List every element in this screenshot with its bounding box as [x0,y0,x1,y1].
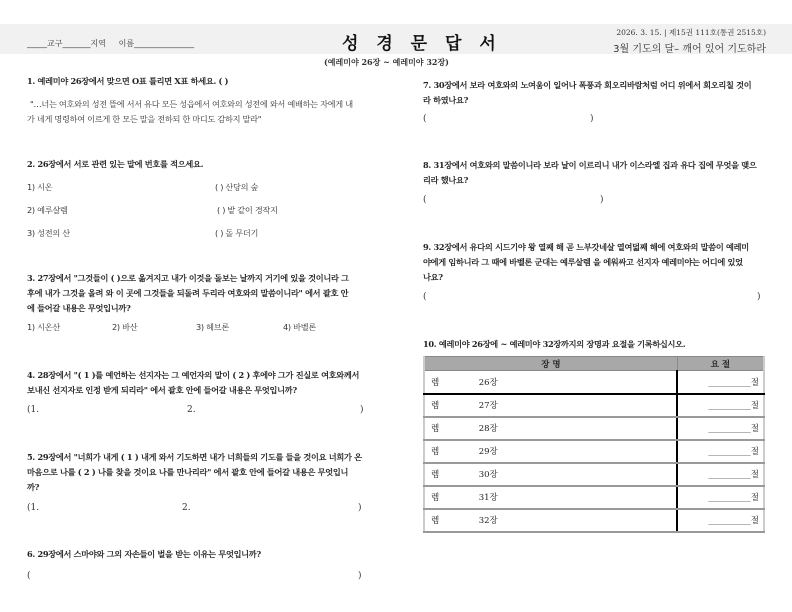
verse-input[interactable]: __________절 [677,394,764,417]
question-text: 26장에서 서로 관련 있는 말에 번호를 적으세요. [37,159,204,169]
q3-option-1[interactable]: 1) 시온산 [27,322,60,332]
book-cell: 렘 [424,463,479,486]
q7-answer-close: ) [590,114,594,124]
q4-answer-2[interactable]: 2. [187,405,196,415]
q3-option-3[interactable]: 3) 헤브론 [196,322,229,332]
question-number: 6. [27,549,35,559]
name-fields[interactable]: _____교구_______지역 이름_______________ [27,39,195,48]
chapter-cell: 27장 [479,394,678,417]
table-row [424,509,764,532]
q3-option-2[interactable]: 2) 바산 [112,322,138,332]
q9-answer-close: ) [757,292,761,302]
question-text: 31장에서 여호와의 말씀이니라 보라 날이 이르리니 내가 이스라엘 집과 유다 집에 무엇을 맺으 [433,160,757,170]
question-1 [27,74,228,89]
monthly-theme: 3월 기도의 달– 깨어 있어 기도하라 [613,44,766,55]
question-10 [423,337,685,352]
q8-answer-open[interactable]: ( [423,195,427,205]
question-text: 30장에서 보라 여호와의 노여움이 일어나 폭풍과 회오리바람처럼 어디 위에서 회오리칠 것이 [433,80,752,90]
chapter-cell: 32장 [479,509,678,532]
chapter-range: (예레미야 26장 ~ 예레미야 32장) [324,57,449,67]
q2-right-2[interactable]: ( ) 밭 같이 경작지 [217,205,278,215]
verse-input[interactable]: __________절 [677,509,764,532]
question-text: 28장에서 "( 1 )를 예언하는 선지자는 그 예언자의 말이 ( 2 ) 후에야 그가 진실로 여호와께서 [37,370,360,380]
question-9-line2: 야에게 임하니라 그 때에 바벨론 군대는 예루살렘 을 에워싸고 선지자 예레미야는 어디에 있었 [423,257,743,267]
chapter-cell: 31장 [479,486,678,509]
chapter-cell: 30장 [479,463,678,486]
chapter-cell: 29장 [479,440,678,463]
question-text: 27장에서 "그것들이 ( )으로 옮겨지고 내가 이것을 돌보는 날까지 거기에 있을 것이니라 그 [37,273,349,283]
q1-quote-line2: 가 네게 명령하여 이르게 한 모든 말을 전하되 한 마디도 감하지 말라" [27,114,262,124]
verse-input[interactable]: __________절 [677,371,764,394]
question-8 [423,158,756,173]
page-title: 성 경 문 답 서 [342,34,502,54]
q6-answer-close: ) [358,571,362,581]
q1-quote-line1: "…너는 여호와의 성전 뜰에 서서 유다 모든 성읍에서 여호와의 성전에 와서 예배하는 자에게 내 [30,99,353,109]
verse-input[interactable]: __________절 [677,463,764,486]
question-text: 29장에서 "너희가 내게 ( 1 ) 내게 와서 기도하면 내가 너희들의 기도를 들을 것이요 너희가 온 [37,452,362,462]
verse-input[interactable]: __________절 [677,440,764,463]
question-2 [27,157,203,172]
question-number: 2. [27,159,35,169]
question-number: 4. [27,370,35,380]
q5-answer-1[interactable]: (1. [27,503,40,513]
q2-left-1: 1) 시온 [27,182,53,192]
book-cell: 렘 [424,417,479,440]
q2-left-3: 3) 성전의 산 [27,228,70,238]
table-row [424,394,764,417]
question-text: 32장에서 유다의 시드기야 왕 열째 해 곧 느부갓네살 열여덟째 해에 여호와의 말씀이 예레미 [433,242,749,252]
question-3-line3: 에 들어갈 내용은 무엇입니까? [27,303,131,313]
question-number: 3. [27,273,35,283]
col-header-chapter: 장 명 [424,357,677,371]
table-row [424,440,764,463]
question-5 [27,450,362,465]
verse-input[interactable]: __________절 [677,417,764,440]
question-9 [423,240,749,255]
question-4-line2: 보내신 선지자로 인정 받게 되리라" 에서 괄호 안에 들어갈 내용은 무엇입니까? [27,385,297,395]
q2-left-2: 2) 예루살렘 [27,205,68,215]
question-9-line3: 나요? [423,272,443,282]
q9-answer-open[interactable]: ( [423,292,427,302]
chapter-verse-table [423,356,765,533]
book-cell: 렘 [424,394,479,417]
question-number: 10. [423,339,437,349]
question-text: 예레미야 26장에서 맞으면 O표 틀리면 X표 하세요. ( ) [37,76,229,86]
q6-answer-open[interactable]: ( [27,571,31,581]
chapter-cell: 28장 [479,417,678,440]
question-text: 예레미야 26장에 ~ 예레미야 32장까지의 장명과 요절을 기록하십시오. [438,339,686,349]
q4-answer-close: ) [360,405,364,415]
q2-right-1[interactable]: ( ) 산당의 숲 [215,182,259,192]
question-5-line2: 마음으로 나를 ( 2 ) 나를 찾을 것이요 나를 만나리라" 에서 괄호 안에 들어갈 내용은 무엇입니 [27,467,349,477]
q2-right-3[interactable]: ( ) 돌 무더기 [215,228,259,238]
table-row [424,463,764,486]
question-number: 7. [423,80,431,90]
verse-input[interactable]: __________절 [677,486,764,509]
q8-answer-close: ) [600,195,604,205]
question-5-line3: 까? [27,482,40,492]
table-row [424,371,764,394]
book-cell: 렘 [424,371,479,394]
book-cell: 렘 [424,440,479,463]
question-7-line2: 라 하였나요? [423,95,469,105]
q4-answer-1[interactable]: (1. [27,405,40,415]
question-number: 9. [423,242,431,252]
q7-answer-open[interactable]: ( [423,114,427,124]
question-number: 8. [423,160,431,170]
question-3 [27,271,349,286]
question-7 [423,78,751,93]
table-row [424,417,764,440]
question-6 [27,547,261,562]
col-header-verse: 요 절 [677,357,764,371]
issue-info: 2026. 3. 15. | 제15권 111호(통권 2515호) [616,28,766,37]
table-row [424,486,764,509]
q5-answer-2[interactable]: 2. [182,503,191,513]
question-4 [27,368,359,383]
q5-answer-close: ) [358,503,362,513]
question-number: 1. [27,76,35,86]
question-number: 5. [27,452,35,462]
q3-option-4[interactable]: 4) 바벨론 [283,322,316,332]
book-cell: 렘 [424,509,479,532]
question-8-line2: 리라 했나요? [423,175,469,185]
question-3-line2: 후에 내가 그것을 올려 와 이 곳에 그것들을 되돌려 두리라 여호와의 말씀이니라" 에서 괄호 안 [27,288,349,298]
chapter-cell: 26장 [479,371,678,394]
question-text: 29장에서 스마야와 그의 자손들이 벌을 받는 이유는 무엇입니까? [37,549,261,559]
book-cell: 렘 [424,486,479,509]
